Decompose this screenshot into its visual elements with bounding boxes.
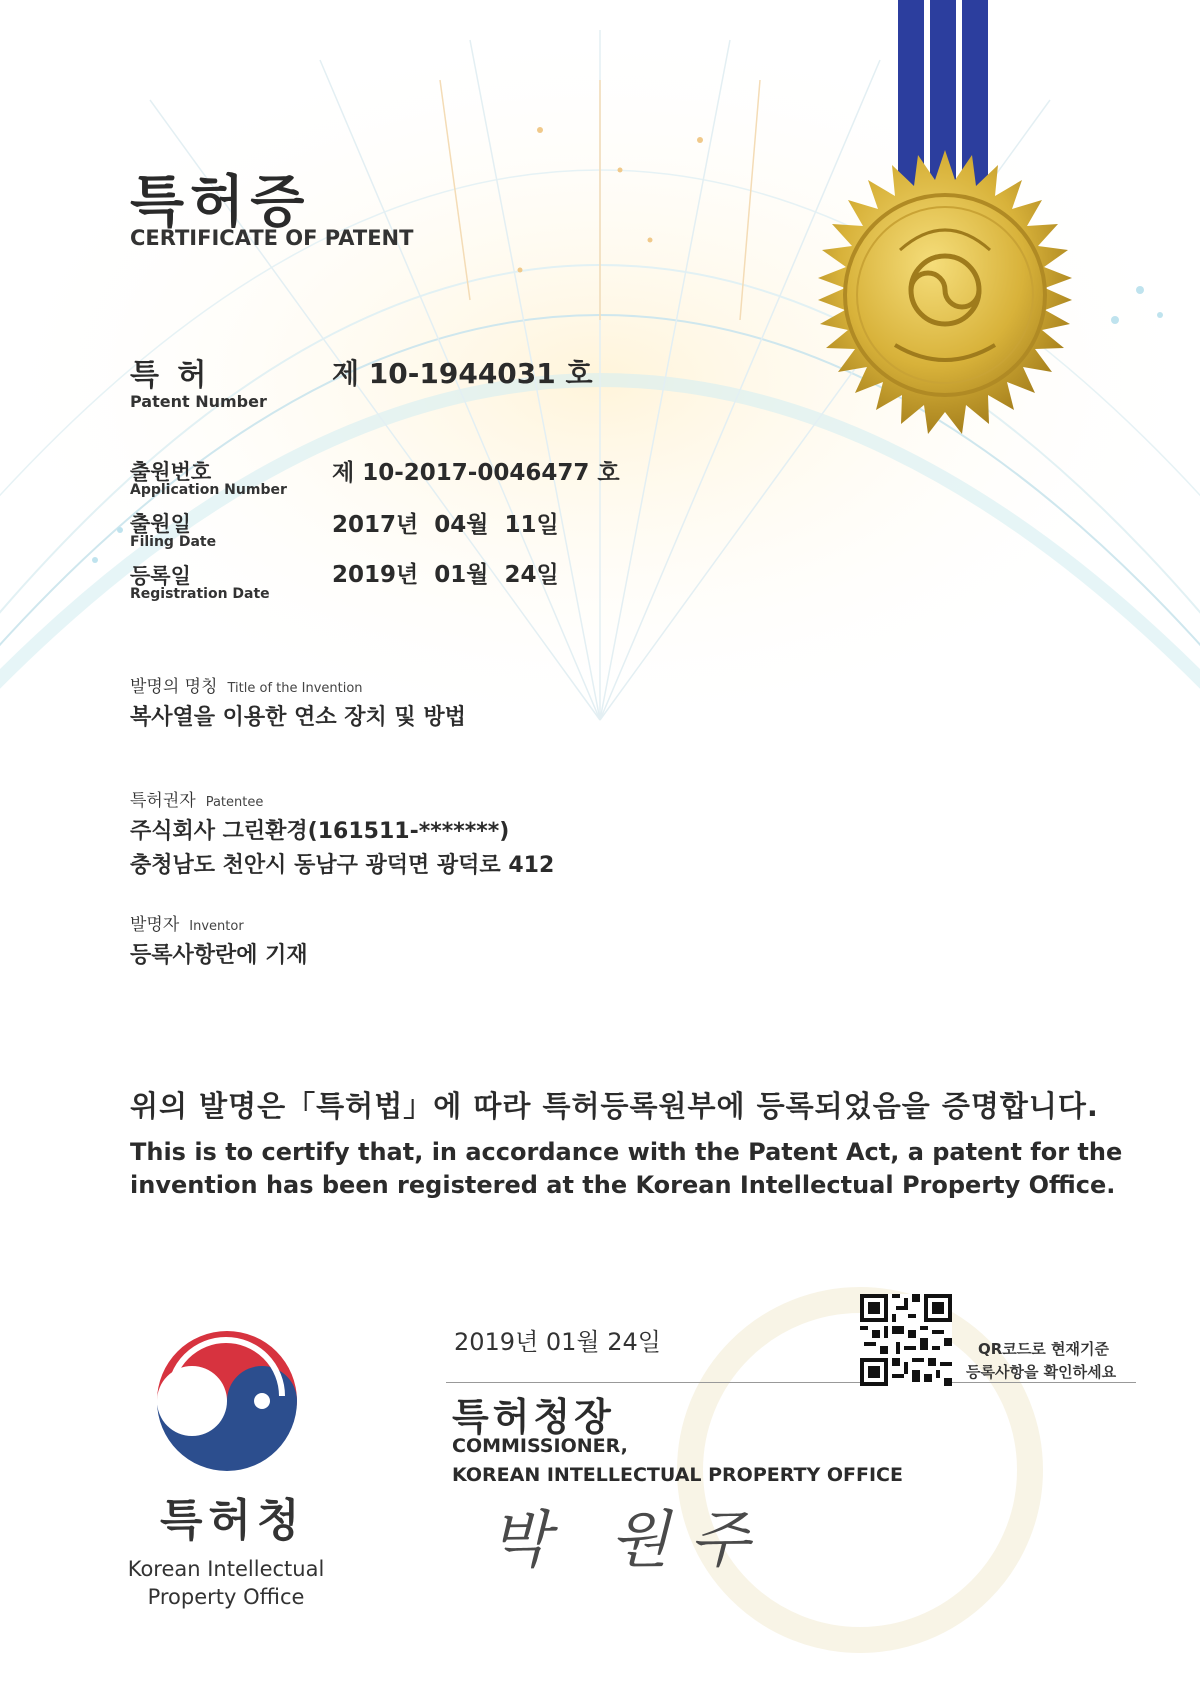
- invention-title: 복사열을 이용한 연소 장치 및 방법: [130, 705, 466, 730]
- filing-date-value: 2017년 04월 11일: [332, 512, 559, 538]
- gold-seal-icon: [800, 150, 1090, 440]
- commissioner-title-ko: 특허청장: [452, 1395, 615, 1439]
- issue-date: 2019년 01월 24일: [454, 1328, 661, 1356]
- qr-code-note: [966, 1338, 1116, 1384]
- certification-statement-en: This is to certify that, in accordance with the Patent Act, a patent for the invention has been registered at the Korean Intellectual Property Office.: [130, 1138, 1123, 1199]
- inventor-label: [130, 910, 244, 935]
- commissioner-title-en-line2: KOREAN INTELLECTUAL PROPERTY OFFICE: [452, 1464, 903, 1486]
- filing-date-label-ko: 출원일: [130, 512, 191, 536]
- office-name-ko: 특허청: [160, 1495, 306, 1546]
- application-number-value: 제 10-2017-0046477 호: [332, 460, 620, 486]
- patentee-address: 충청남도 천안시 동남구 광덕면 광덕로 412: [130, 853, 555, 878]
- patent-number-value: 제 10-1944031 호: [332, 357, 593, 390]
- invention-label-ko: 발명의 명칭: [130, 677, 218, 697]
- application-number-label-ko: 출원번호: [130, 460, 212, 484]
- patentee-label-en: Patentee: [205, 795, 264, 810]
- inventor-label-en: Inventor: [189, 919, 244, 934]
- qr-note-line1: QR코드로 현재기준: [978, 1340, 1109, 1358]
- filing-date-label-en: Filing Date: [130, 534, 217, 550]
- certificate-title-en: CERTIFICATE OF PATENT: [130, 226, 414, 250]
- inventor-value: 등록사항란에 기재: [130, 943, 308, 968]
- patentee-label: [130, 786, 263, 811]
- commissioner-title-en-line1: COMMISSIONER,: [452, 1435, 628, 1457]
- invention-label: [130, 672, 363, 697]
- certificate-title-ko: 특허증: [130, 170, 311, 235]
- patent-number-label-en: Patent Number: [130, 392, 267, 411]
- patentee-label-ko: 특허권자: [130, 791, 196, 811]
- patent-number-label-ko: 특 허: [130, 358, 211, 393]
- registration-date-label-en: Registration Date: [130, 586, 270, 602]
- invention-label-en: Title of the Invention: [227, 681, 363, 696]
- commissioner-signature: 박 원주: [490, 1503, 770, 1576]
- commissioner-title-en: [452, 1432, 952, 1490]
- qr-note-line2: 등록사항을 확인하세요: [966, 1363, 1117, 1381]
- registration-date-value: 2019년 01월 24일: [332, 562, 559, 588]
- certification-statement-ko: 위의 발명은「특허법」에 따라 특허등록원부에 등록되었음을 증명합니다.: [130, 1089, 1099, 1123]
- office-name-en: Korean Intellectual Property Office: [127, 1557, 325, 1609]
- application-number-label-en: Application Number: [130, 482, 287, 498]
- taeguk-logo-icon: [152, 1326, 302, 1476]
- patentee-name: 주식회사 그린환경(161511-*******): [130, 819, 510, 844]
- registration-date-label-ko: 등록일: [130, 564, 191, 588]
- qr-code-icon[interactable]: [860, 1294, 952, 1386]
- inventor-label-ko: 발명자: [130, 915, 180, 935]
